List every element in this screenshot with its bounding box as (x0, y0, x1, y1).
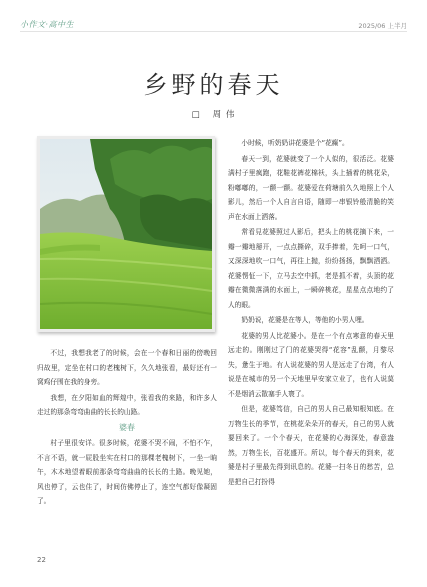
paragraph: 花婆的男人比花婆小。是在一个有点寒意的春天里远走的。刚刚过了门的花婆哭得“花容”乱颤，月黎尽失，惫生于地。有人说花婆的男人是远走了台湾，有人说是在城市的另一个天地里早安家立业了，也有人说莫不是烟消云散塞手人寰了。 (228, 331, 394, 398)
paragraph: 但是，花婆笃信，自己的男人自己最知根知底。在万物生长的季节，在桃花朵朵开的春天，自己的男人就要回来了。一个个春天，在花婆的心海深处，春意盎然，万物生长，百花盛开。所以，每个春天的到来，花婆是村子里最先得到讯息的。花婆一扫冬日的愁苦，总是把自己打扮得 (228, 405, 394, 486)
rice-field-photo (37, 136, 215, 332)
paragraph: 我想，在夕阳如血的辉煌中，张看我的来路，和许多人走过的那条弯弯曲曲的长长的山路。 (37, 393, 217, 416)
paragraph: 小时候，听奶奶讲花婆是个“花癫”。 (241, 139, 349, 147)
magazine-name: 小作文·高中生 (20, 20, 75, 29)
left-column (37, 346, 217, 509)
author-name: 周 伟 (212, 110, 236, 120)
paragraph: 奶奶说，花婆是在等人，等他的小男人哩。 (241, 316, 369, 324)
author-marker: □ (191, 110, 201, 120)
section-heading: 婆春 (119, 422, 135, 432)
paragraph: 常看見花婆照过人影后，把头上的桃花摘下来，一瓣一瓣地掰开，一点点撕碎，双手捧着，先呵一口气，又深深地吹一口气，再往上抛，纷纷扬扬，飘飘洒洒。花婆愣怔一下，立马去空中抓，老是抓不着，头顶的花瓣在微微落满的水面上，一瞬碎桃花，星星点点地约了人的眼。 (228, 228, 394, 309)
page-number: 22 (37, 556, 46, 564)
paragraph: 村子里很安详。很多时候，花婆不哭不闹，不怕不乍，不言不语，就一屁股坐实在村口的那棵老槐树下，一坐一晌午，木木地望着眼前那条弯弯曲曲的长长的土路。晚见她，风也停了，云也住了，时间仿佛停止了，连空气都好像凝固了。 (37, 439, 217, 505)
author-byline (0, 108, 427, 120)
header-divider (20, 31, 407, 32)
paragraph: 春天一到，花婆就变了一个人似的，很活泛。花婆满村子里疯跑，花鞋花裤花棉袄，头上插着的桃花朵，粉嘟嘟的，一颤一颤。花婆爱在荷塘前久久地照上个人影儿，然后一个人自言自语，随即一串银铃般清脆的笑声在水面上洒落。 (228, 154, 394, 221)
paragraph: 不过，我想我老了的时候，会在一个春和日丽的傍晚回归故里，定坐在村口的老槐树下，久久地张看，最好还有一窝鸡仔围在我的身旁。 (37, 349, 217, 386)
article-title: 乡野的春天 (143, 71, 284, 99)
landscape-image (40, 139, 212, 329)
right-column (228, 136, 394, 489)
issue-label: 2025/06 上半月 (358, 22, 407, 30)
